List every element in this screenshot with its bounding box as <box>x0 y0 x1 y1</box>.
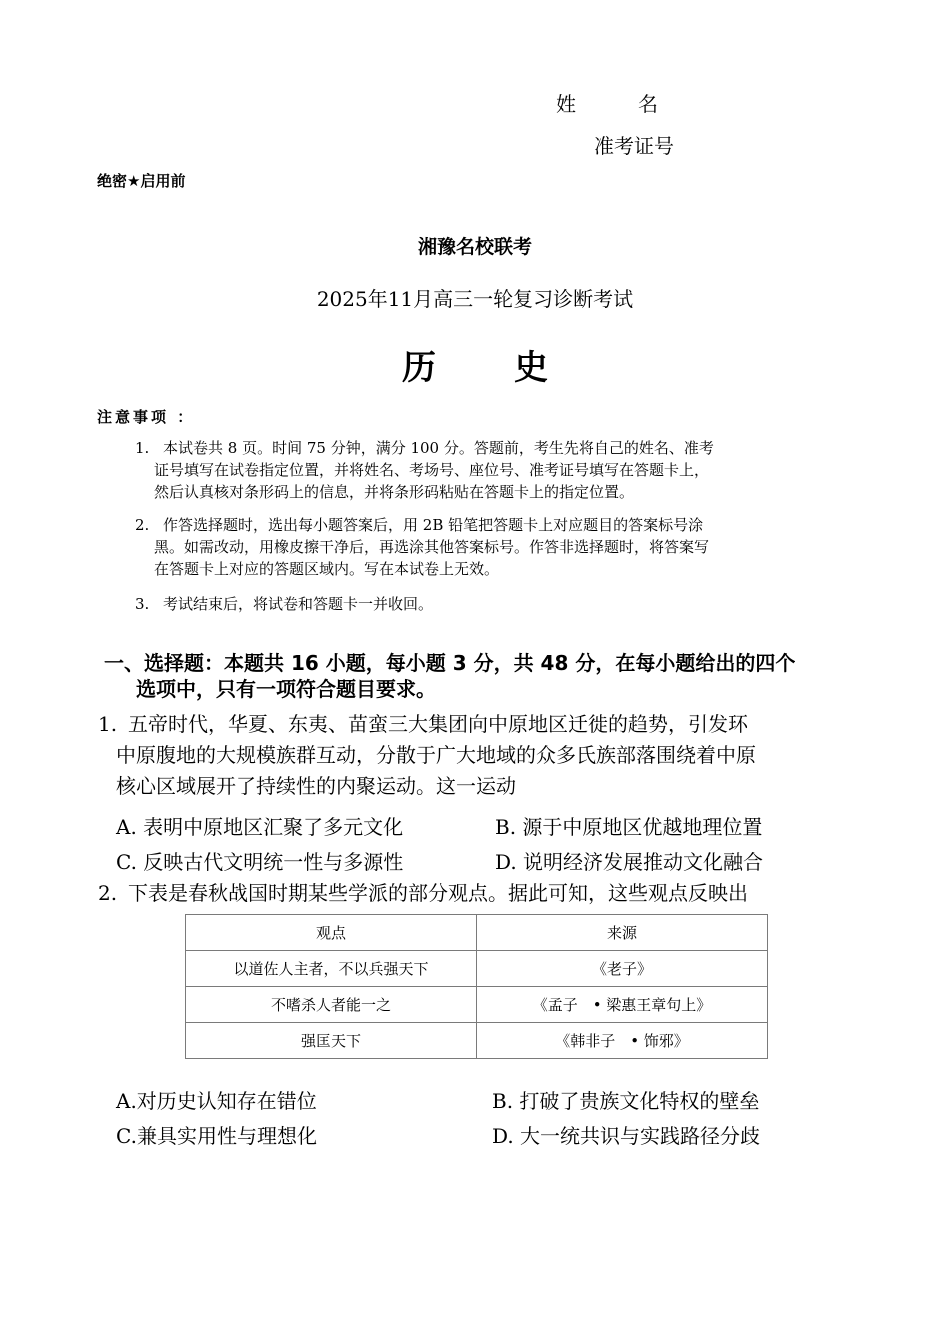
note-item <box>135 514 840 580</box>
question-number: 2. <box>98 881 118 905</box>
note-text: 在答题卡上对应的答题区域内。写在本试卷上无效。 <box>154 560 500 578</box>
option-d: D. 说明经济发展推动文化融合 <box>495 850 764 874</box>
question-number: 1. <box>98 712 118 736</box>
ticket-number-label: 准考证号 <box>594 134 674 158</box>
note-text: 黑。如需改动，用橡皮擦干净后，再选涂其他答案标号。作答非选择题时，将答案写 <box>154 538 710 556</box>
note-number: 2. <box>135 516 150 534</box>
question-stem-line: 核心区域展开了持续性的内聚运动。这一运动 <box>116 774 516 798</box>
question-1 <box>98 709 848 802</box>
table-header-cell: 观点 <box>186 915 477 951</box>
table-cell: 以道佐人主者，不以兵强天下 <box>186 951 477 987</box>
option-c: C.兼具实用性与理想化 <box>116 1124 317 1148</box>
section-heading <box>104 650 844 702</box>
note-text: 考试结束后，将试卷和答题卡一并收回。 <box>163 595 434 613</box>
question-stem-line: 五帝时代，华夏、东夷、苗蛮三大集团向中原地区迁徙的趋势，引发环 <box>128 712 748 736</box>
note-text: 证号填写在试卷指定位置，并将姓名、考场号、座位号、准考证号填写在答题卡上， <box>154 461 710 479</box>
exam-title: 2025年11月高三一轮复习诊断考试 <box>316 287 634 311</box>
name-field-label: 姓名 <box>556 92 720 116</box>
subject-title: 历史 <box>402 348 626 388</box>
question-2 <box>98 878 848 909</box>
table-row <box>186 1023 768 1059</box>
option-c: C. 反映古代文明统一性与多源性 <box>116 850 404 874</box>
option-a: A. 表明中原地区汇聚了多元文化 <box>116 815 404 839</box>
option-d: D. 大一统共识与实践路径分歧 <box>492 1124 761 1148</box>
table-row <box>186 987 768 1023</box>
confidential-mark: 绝密★启用前 <box>97 172 186 190</box>
section-heading-line: 一、选择题：本题共 16 小题，每小题 3 分，共 48 分，在每小题给出的四个 <box>104 651 796 675</box>
table-cell: 《韩非子 • 饰邪》 <box>477 1023 768 1059</box>
table-cell: 强匡天下 <box>186 1023 477 1059</box>
option-a: A.对历史认知存在错位 <box>116 1089 317 1113</box>
note-number: 3. <box>135 595 150 613</box>
exam-union-title: 湘豫名校联考 <box>417 236 532 258</box>
question-stem-line: 中原腹地的大规模族群互动，分散于广大地域的众多氏族部落围绕着中原 <box>116 743 756 767</box>
option-b: B. 打破了贵族文化特权的壁垒 <box>492 1089 760 1113</box>
table-header-row <box>186 915 768 951</box>
notes-title: 注意事项 ： <box>97 408 196 426</box>
section-heading-line: 选项中，只有一项符合题目要求。 <box>136 677 436 701</box>
note-item <box>135 593 840 615</box>
question-stem-line: 下表是春秋战国时期某些学派的部分观点。据此可知，这些观点反映出 <box>128 881 748 905</box>
table-cell: 不嗜杀人者能一之 <box>186 987 477 1023</box>
table-row <box>186 951 768 987</box>
note-text: 然后认真核对条形码上的信息，并将条形码粘贴在答题卡上的指定位置。 <box>154 483 635 501</box>
note-number: 1. <box>135 439 150 457</box>
viewpoint-table <box>185 914 768 1059</box>
note-item <box>135 437 840 503</box>
table-cell: 《老子》 <box>477 951 768 987</box>
table-header-cell: 来源 <box>477 915 768 951</box>
table-cell: 《孟子 • 梁惠王章句上》 <box>477 987 768 1023</box>
note-text: 本试卷共 8 页。时间 75 分钟，满分 100 分。答题前，考生先将自己的姓名、准考 <box>163 439 714 457</box>
option-b: B. 源于中原地区优越地理位置 <box>495 815 763 839</box>
note-text: 作答选择题时，选出每小题答案后，用 2B 铅笔把答题卡上对应题目的答案标号涂 <box>163 516 704 534</box>
